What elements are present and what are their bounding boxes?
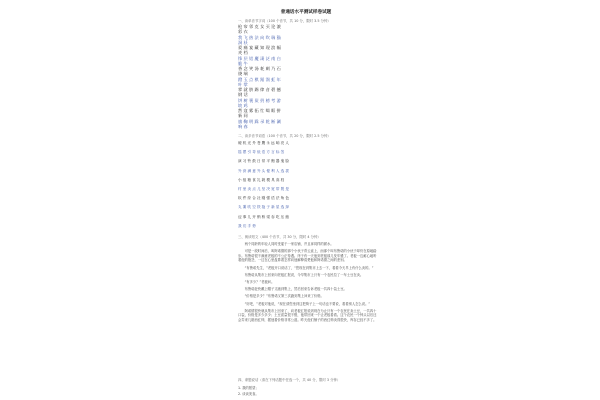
syllable-row: 枪 帘 邻 克 女 买 论 滚 彩 衣 — [238, 24, 281, 34]
section-3-passage — [238, 242, 378, 374]
passage-paragraph: 两个同龄的年轻人同时受雇于一家店铺，并且拿同样的薪水。 — [244, 242, 334, 246]
section-4-heading: 四、命题说话（请在下列话题中任选一个，共 40 分，限时 3 分钟） — [238, 378, 341, 382]
syllable-row: 锋 层 铝 魔 凄 泛 南 白 脆 牛 — [238, 55, 281, 66]
syllable-row: 蹬 玉 点 棋 蹈 润 虹 年 叶 掌 — [238, 76, 281, 87]
passage-paragraph: “有多少？”老板问。 — [244, 279, 275, 284]
word-row: 硬 机 光 外 苍 鹰 永 远 响 亮 人 — [238, 141, 289, 145]
passage-paragraph: “布鲁诺先生，”老板开口说话了，“您现在到集市上去一下，看看今天早上有什么卖的。” — [244, 265, 374, 270]
section-1-heading: 一、读单音节字词（100 个音节，共 10 分，限时 3.5 分钟） — [238, 19, 331, 23]
word-row: 村 里 卖 点 儿 坚 决 宽 带 既 是 — [238, 187, 289, 191]
word-row: 外 套 满 意 外 头 便 利 人 选 拔 — [238, 168, 289, 173]
syllable-row: 香 念 笑 汤 耗 刺 乃 石 烧 端 — [238, 66, 281, 76]
passage-paragraph: “价格是多少？”布鲁诺又第三次跑到集上问来了价格。 — [244, 294, 324, 299]
topic-item: 1. 我的愿望； — [238, 386, 259, 390]
word-row: 演 习 铃 鼓 日 常 平 衡 器 鬼 脸 — [238, 159, 289, 164]
syllable-row: 然 寇 雾 拓 忙 喝 眶 拼 新 同 — [238, 108, 281, 118]
passage-paragraph: 布鲁诺赶快戴上帽子又跑到集上，然后回来告诉老板一共四十袋土豆。 — [244, 287, 347, 292]
word-row: 迈 事 儿 开 销 桥 梁 吞 吃 压 缩 — [238, 214, 289, 219]
section-2-heading: 二、读多音节词语（100 个音节，共 20 分，限时 2.5 分钟） — [238, 134, 331, 138]
syllable-row: 旗 鞠 明 跺 录 乾 断 涮 响 春 — [238, 118, 281, 129]
word-row: 摇 摆 引 导 低 语 方 言 标 签 — [238, 150, 285, 155]
page-title: 普通话水平测试样卷试题 — [280, 10, 332, 15]
passage-paragraph: 可是一段时间后，叫阿诺德的那个小伙子青云直上，而那个叫布鲁诺的小伙子却仍在原地踏步。布鲁诺很不满意老板的不公正待遇。终于有一天他到老板那儿发牢骚了。老板一边耐心地听着他的抱怨，一边在心里盘算着怎样向他解释清楚他和阿诺德之间的差别。 — [238, 249, 377, 263]
syllable-row: 掌 就 脐 踢 律 音 碧 撼 钢 话 — [238, 87, 281, 97]
word-row: 小 组 粮 食 礼 貌 模 具 高 档 — [238, 177, 285, 182]
passage-paragraph: “好吧，”老板对他说，“现在请您坐到这把椅子上一句话也不要说，看看别人怎么说。” — [244, 301, 371, 306]
word-row: 软 件 综 合 社 刚 强 语 法 角 色 — [238, 196, 289, 201]
syllable-row: 我 飞 热 法 向 吹 瑞 猫 洞 袄 — [238, 34, 281, 45]
word-row: 我 们 手 势 — [238, 223, 256, 228]
passage-paragraph: 阿诺德很快就从集市上回来了，向老板汇报说到现在为止只有一个农民在卖土豆，一共四十口袋，价格是多少多少；土豆质量很不错，他带回来一个让老板看看。这个农民一个钟头以后还会弄来几箱西红柿，据他看价格非常公道。昨天他们铺子的西红柿卖得很快，库存已经不多了。 — [238, 308, 377, 322]
syllable-row: 爱 痛 宴 藏 知 现 滨 幅 麦 档 — [238, 45, 281, 55]
passage-paragraph: 布鲁诺从集市上回来向老板汇报说，今早集市上只有一个农民拉了一车土豆在卖。 — [244, 272, 364, 277]
exam-paper — [228, 4, 384, 396]
syllable-row: 饼 树 裹 炭 扔 榜 考 游 坡 鸡 — [238, 97, 281, 108]
section-3-heading: 三、朗读短文（400 个音节，共 30 分，限时 4 分钟） — [238, 235, 321, 239]
topic-item: 2. 谈谈美食。 — [238, 392, 259, 396]
word-row: 丸 薯 吹 空 铁 拖 子 新 星 选 择 — [238, 205, 289, 210]
